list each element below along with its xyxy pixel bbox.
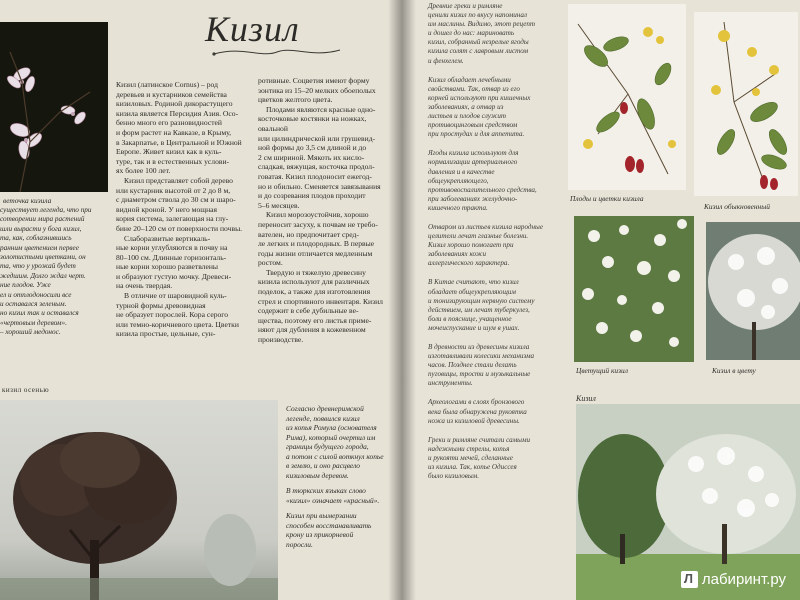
text-line: в Закарпатье, в Центральной и Южной (116, 137, 242, 147)
quote-line: «кизил» означает «красный». (286, 495, 380, 505)
fact-line: действием, им лечат туберкулез, (428, 305, 530, 314)
legend-line: существует легенда, что при (0, 206, 92, 214)
book-gutter-shadow (388, 0, 416, 600)
fact-line: кизил, собранный незрелые ягоды (428, 38, 529, 47)
text-line: Слаборазвитые вертикаль- (124, 233, 211, 243)
text-line: зонтика из 15–20 мелких обоеполых (258, 85, 376, 95)
text-line: ях более 100 лет. (116, 166, 171, 176)
legend-line: но кизил так и оставался (0, 309, 79, 318)
fact-line: Древние греки и римляне (428, 2, 503, 10)
fact-line (428, 139, 568, 149)
legend-line: жедшим. Долго ждал черт. (0, 271, 86, 280)
fact-line: пуговицы, трости и музыкальные (428, 370, 531, 379)
legend-line: и оставался зеленым. (0, 300, 67, 309)
flower-photo-caption: веточка кизила (3, 196, 52, 205)
text-line: Европе. Живет кизил как в куль- (116, 147, 222, 157)
fact-line: часов. Позднее стали делать (428, 361, 517, 370)
text-line: ростом. (258, 258, 283, 268)
text-line: переносит засуху, к почвам не требо- (258, 219, 378, 229)
text-line: бенно много его разновидностей (116, 118, 222, 128)
flowering-dogwood-photo (574, 216, 694, 362)
text-line: или кустарник высотой от 2 до 8 м, (116, 185, 231, 195)
fact-line: общеукрепляющего, (428, 176, 489, 185)
text-line: сладкая, вяжущая, косточка продол- (258, 162, 375, 172)
text-line: ле легких и плодородных. В первые (258, 239, 375, 249)
text-line: говатая. Кизил плодоносит ежегод- (258, 171, 372, 181)
fact-line: заболеваниях, а отвар из (428, 102, 504, 111)
quote-line: легенде, появился кизил (286, 413, 360, 423)
quote-line: из копья Ромула (основателя (286, 423, 377, 432)
fact-line: кишечного тракта. (428, 203, 488, 212)
fact-line (428, 66, 568, 76)
text-line: Кизил (латинское Cornus) – род (116, 80, 218, 89)
quote-line: кизиловым деревом. (286, 470, 349, 480)
text-line: или темно-коричневого цвета. Цветки (116, 319, 239, 329)
fact-line: было кизиловым. (428, 472, 479, 481)
text-line: производстве. (258, 335, 304, 345)
legend-line: шли вырасти у бога кизил, (0, 224, 82, 233)
text-line: или цилиндрической или грушевид- (258, 133, 376, 143)
text-line: вателен, но предпочитает сред- (258, 229, 359, 239)
facts-sidebar (428, 2, 568, 481)
text-line: и форм растет на Кавказе, в Крыму, (116, 127, 232, 137)
quote-line: В тюркских языках слово (286, 486, 366, 495)
fact-line: Греки и римляне считали самыми (428, 435, 531, 444)
text-line: не образует порослей. Кора серого (116, 310, 229, 320)
fact-line: свойствами. Так, отвар из его (428, 84, 520, 93)
quote-line: в землю, и оно расцвело (286, 461, 361, 470)
in-bloom-caption: Кизил в цвету (712, 366, 756, 375)
flowering-caption: Цветущий кизил (576, 366, 628, 375)
text-line: кория система, залегающая на глу- (116, 214, 229, 224)
fact-line: надежными стрелы, копья (428, 444, 510, 453)
fact-line (428, 268, 568, 278)
text-line: Твердую и тяжелую древесину (266, 267, 366, 277)
text-line: содержит в себе дубильные ве- (258, 306, 359, 316)
fact-line (428, 426, 568, 436)
title-flourish-ornament (212, 44, 342, 60)
fact-line: давления и в качестве (428, 167, 495, 176)
botanical-illustration-common (694, 12, 798, 196)
legend-line: ние плодов. Уже (0, 281, 51, 290)
text-line: и до созревания плодов проходит (258, 191, 366, 201)
text-line: и образуют густую мочку. Древеси- (116, 271, 232, 281)
text-line: видной кроной. У него мощная (116, 204, 218, 214)
legend-line: «чертовым деревом». (0, 318, 67, 327)
labirint-logo-icon: Л (681, 571, 698, 588)
text-line: туре, так и в естественных услови- (116, 156, 230, 166)
fact-line: мочеиспускание и шум в ушах. (428, 323, 520, 332)
text-line: кизила используют для различных (258, 277, 370, 287)
text-line: 5–6 месяцев. (258, 200, 300, 210)
legend-line: та, как, соблазнившись (0, 234, 72, 243)
botanical-illustration-fruits (568, 4, 686, 190)
text-line: Кизил морозоустойчив, хорошо (266, 210, 369, 220)
fact-line: Археологами в слоях бронзового (428, 398, 525, 407)
text-line: поделок, а также для изготовления (258, 287, 371, 297)
fact-line: аллергического характера. (428, 259, 510, 268)
legend-line: – хороший медонос. (0, 328, 61, 337)
page-title: Кизил (205, 9, 300, 49)
text-line: с диаметром ствола до 30 см и шаро- (116, 195, 236, 205)
fact-line: целители лечат глазные болезни. (428, 232, 529, 241)
flower-branch-photo (0, 22, 108, 192)
fact-line (428, 333, 568, 343)
text-line: ной формы до 3,5 см длиной и до (258, 143, 367, 153)
fact-line: и рукояти мечей, сделанные (428, 453, 513, 462)
text-line: турной формы древовидная (116, 300, 206, 310)
fact-line (428, 213, 568, 223)
quote-line: Кизил при вымерзании (286, 511, 357, 520)
legend-line: та, что у урожай будет (0, 262, 76, 271)
fact-line: Отваром из листьев кизила народные (428, 222, 543, 231)
fact-line: В Китае считают, что кизил (428, 278, 519, 287)
text-line: ные корни хорошо разветвлены (116, 262, 219, 272)
fact-line (428, 388, 568, 398)
right-page (400, 0, 800, 600)
fact-line: ножа из кизиловой древесины. (428, 416, 520, 425)
common-caption: Кизил обыкновенный (704, 202, 770, 211)
text-line: но и обильно. Сменяется завязывания (258, 181, 381, 191)
left-right-column (258, 76, 396, 345)
text-line: няют для дубления в кожевенном (258, 325, 366, 335)
fact-line: Кизил хорошо помогает при (428, 241, 514, 250)
fact-line: при простудах и для аппетита. (428, 130, 525, 139)
text-line: Кизил представляет собой дерево (124, 175, 233, 185)
legend-line: ранним цветением первее (0, 243, 79, 252)
fact-line: им маслины. Видимо, этот рецепт (428, 20, 536, 29)
text-line: годы жизни отличается медленным (258, 248, 373, 258)
fact-line: противовоспалительного средства, (428, 185, 537, 194)
legend-line: сотворении мира растений (0, 215, 85, 224)
left-legend-column (0, 206, 105, 338)
quote-line: Рима), который очертил им (286, 432, 376, 442)
text-line: косточковые костянки на ножках, овальной (258, 114, 367, 133)
fact-line: изготавливали колесики механизма (428, 352, 535, 361)
kizil-section-label: Кизил (576, 394, 596, 403)
text-line: кизила простые, цельные, сун- (116, 329, 216, 339)
legend-line: золотистыми цветками, он (0, 253, 86, 262)
fact-line: листьев и плодов служит (428, 112, 507, 121)
text-line: 2 см шириной. Мякоть их кисло- (258, 152, 365, 162)
quote-line: способен восстанавливать (286, 520, 372, 530)
quote-line: границы будущего города, (286, 442, 369, 451)
quote-line: а потом с силой воткнул копье (286, 451, 384, 461)
text-line: кизиловых. Родиной дикорастущего (116, 99, 233, 109)
fact-line: В древности из древесины кизила (428, 343, 530, 351)
legend-quote-block (286, 404, 396, 549)
text-line: ротивные. Соцветия имеют форму (258, 76, 370, 85)
text-line: цветков желтого цвета. (258, 95, 333, 105)
fact-line: корней используют при кишечных (428, 93, 531, 102)
quote-line: поросли. (286, 539, 313, 549)
quote-line: крону из прикорневой (286, 530, 354, 539)
text-line: В отличие от шаровидной куль- (124, 291, 227, 301)
dogwood-in-bloom-photo (706, 222, 800, 360)
text-line: на очень твердая. (116, 281, 173, 291)
text-line: кизила является Персидия Азия. Осо- (116, 108, 239, 118)
labirint-watermark (681, 571, 786, 588)
left-main-column (116, 80, 254, 339)
fact-line: Кизил обладает лечебными (428, 75, 511, 84)
text-line: деревьев и кустарников семейства (116, 89, 227, 99)
fact-line: и тонизирующим нервную систему (428, 296, 535, 305)
fact-line: при заболеваниях желудочно- (428, 194, 518, 203)
text-line: щества, поэтому его листья приме- (258, 315, 372, 325)
text-line: ные корни углубляются в почву на (116, 243, 228, 253)
fact-line: боли в пояснице, учащенное (428, 314, 512, 323)
fact-line: заболеваниях кожи (428, 250, 487, 259)
fact-line: ценили кизил по вкусу напоминал (428, 11, 527, 20)
autumn-photo-label: кизил осенью (2, 386, 50, 394)
fact-line: Ягоды кизила используют для (428, 149, 519, 158)
quote-line: Согласно древнеримской (286, 404, 364, 413)
fact-line: противоцинговым средством (428, 121, 518, 130)
fruits-caption: Плоды и цветки кизила (570, 194, 644, 203)
watermark-text: лабиринт.ру (701, 571, 786, 588)
fact-line: обладает общеукрепляющим (428, 287, 516, 296)
fact-line: кизила солят с лавровым листом (428, 47, 529, 56)
fact-line: и фенхелем. (428, 56, 464, 65)
fact-line: и дошел до нас: мариновать (428, 29, 515, 38)
fact-line: из кизила. Так, копье Одиссея (428, 463, 517, 472)
text-line: стрел и спортивного инвентаря. Кизил (258, 296, 383, 306)
text-line: бине 20–120 см от поверхности почвы. (116, 223, 243, 233)
autumn-tree-photo (0, 400, 278, 600)
fact-line: инструменты. (428, 379, 473, 388)
fact-line: века была обнаружена рукоятка (428, 407, 527, 416)
text-line: 80–100 см. Длинные горизонталь- (116, 252, 227, 262)
fact-line: нормализации артериального (428, 158, 518, 167)
text-line: Плодами являются красные одно- (266, 104, 376, 114)
legend-line: ел и отплодоносили все (0, 290, 72, 299)
